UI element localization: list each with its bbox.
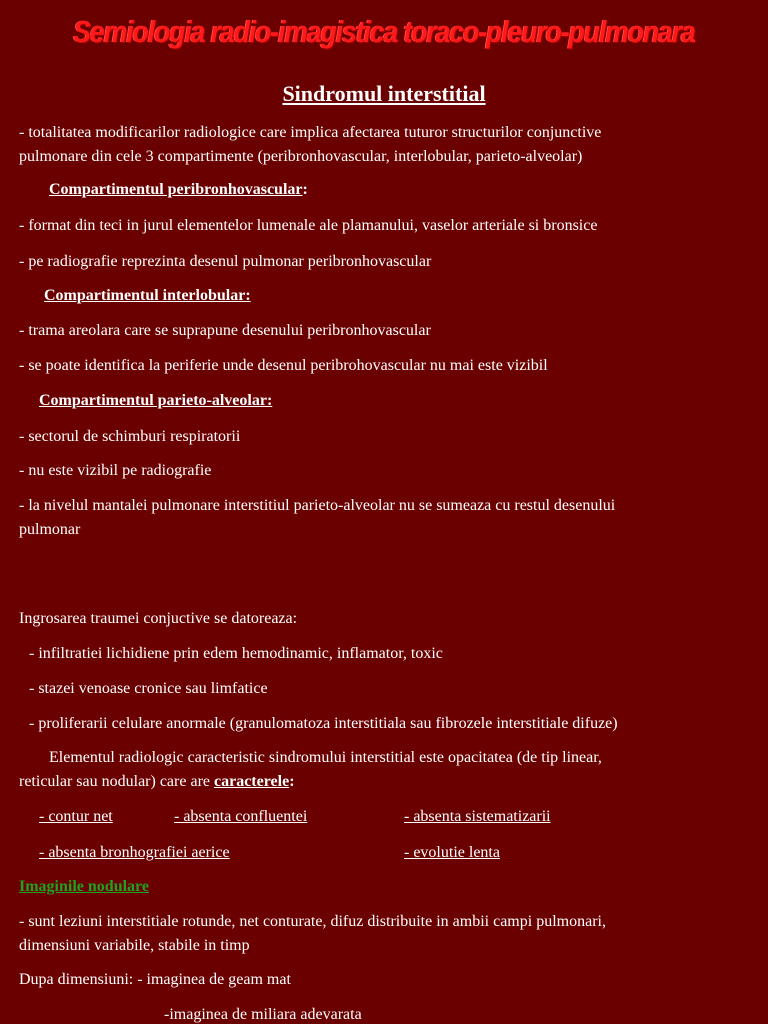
- characteristic-no-confluence: - absenta confluentei: [174, 808, 308, 825]
- parieto-item-2: - nu este vizibil pe radiografie: [19, 462, 212, 479]
- interlobular-item-2: - se poate identifica la periferie unde desenul peribrohovascular nu mai este vizibil: [19, 357, 548, 374]
- characteristic-contour: - contur net: [39, 808, 113, 825]
- characteristic-no-air-bronchogram: - absenta bronhografiei aerice: [39, 844, 230, 861]
- peribronho-item-1: - format din teci in jurul elementelor lumenale ale plamanului, vaselor arteriale si bronsice: [19, 217, 598, 234]
- element-line-1: Elementul radiologic caracteristic sindromului interstitial este opacitatea (de tip linear,: [49, 749, 602, 766]
- document-title: Semiologia radio-imagistica toraco-pleuro-pulmonara: [73, 14, 695, 49]
- peribronho-heading-text: Compartimentul peribronhovascular: [49, 181, 303, 198]
- nodular-dimensions-2: -imaginea de miliara adevarata: [164, 1006, 362, 1023]
- thickening-item-2: - stazei venoase cronice sau limfatice: [29, 680, 268, 697]
- element-line-2: [19, 773, 295, 791]
- thickening-intro: Ingrosarea traumei conjuctive se datoreaza:: [19, 610, 298, 627]
- parieto-item-3-line-1: - la nivelul mantalei pulmonare interstitiul parieto-alveolar nu se sumeaza cu restul desenului: [19, 497, 616, 514]
- parieto-item-3-line-2: pulmonar: [19, 521, 81, 538]
- interlobular-item-1: - trama areolara care se suprapune desenului peribronhovascular: [19, 322, 431, 339]
- nodular-line-2: dimensiuni variabile, stabile in timp: [19, 937, 250, 954]
- thickening-item-1: - infiltratiei lichidiene prin edem hemodinamic, inflamator, toxic: [29, 645, 443, 662]
- interlobular-heading: Compartimentul interlobular:: [44, 287, 251, 304]
- nodular-heading: Imaginile nodulare: [19, 878, 149, 895]
- parieto-item-1: - sectorul de schimburi respiratorii: [19, 428, 241, 445]
- element-line-2-text: reticular sau nodular) care are: [19, 773, 214, 790]
- nodular-line-1: - sunt leziuni interstitiale rotunde, net conturate, difuz distribuite in ambii campi pulmonari,: [19, 913, 606, 930]
- characteristic-slow-evolution: - evolutie lenta: [404, 844, 500, 861]
- parieto-heading: Compartimentul parieto-alveolar:: [39, 392, 273, 409]
- peribronho-item-2: - pe radiografie reprezinta desenul pulmonar peribronhovascular: [19, 253, 432, 270]
- characteristics-colon: :: [289, 773, 295, 790]
- characteristics-label: caracterele: [214, 773, 290, 790]
- intro-line-2: pulmonare din cele 3 compartimente (peribronhovascular, interlobular, parieto-alveolar): [19, 148, 583, 165]
- thickening-item-3: - proliferarii celulare anormale (granulomatoza interstitiala sau fibrozele interstitiale difuze): [29, 715, 618, 732]
- characteristic-no-systematization: - absenta sistematizarii: [404, 808, 551, 825]
- section-title: Sindromul interstitial: [282, 81, 486, 106]
- nodular-dimensions-1: Dupa dimensiuni: - imaginea de geam mat: [19, 971, 291, 988]
- intro-line-1: - totalitatea modificarilor radiologice care implica afectarea tuturor structurilor conjunctive: [19, 124, 602, 141]
- peribronho-heading: [49, 181, 308, 199]
- peribronho-heading-colon: :: [302, 181, 308, 198]
